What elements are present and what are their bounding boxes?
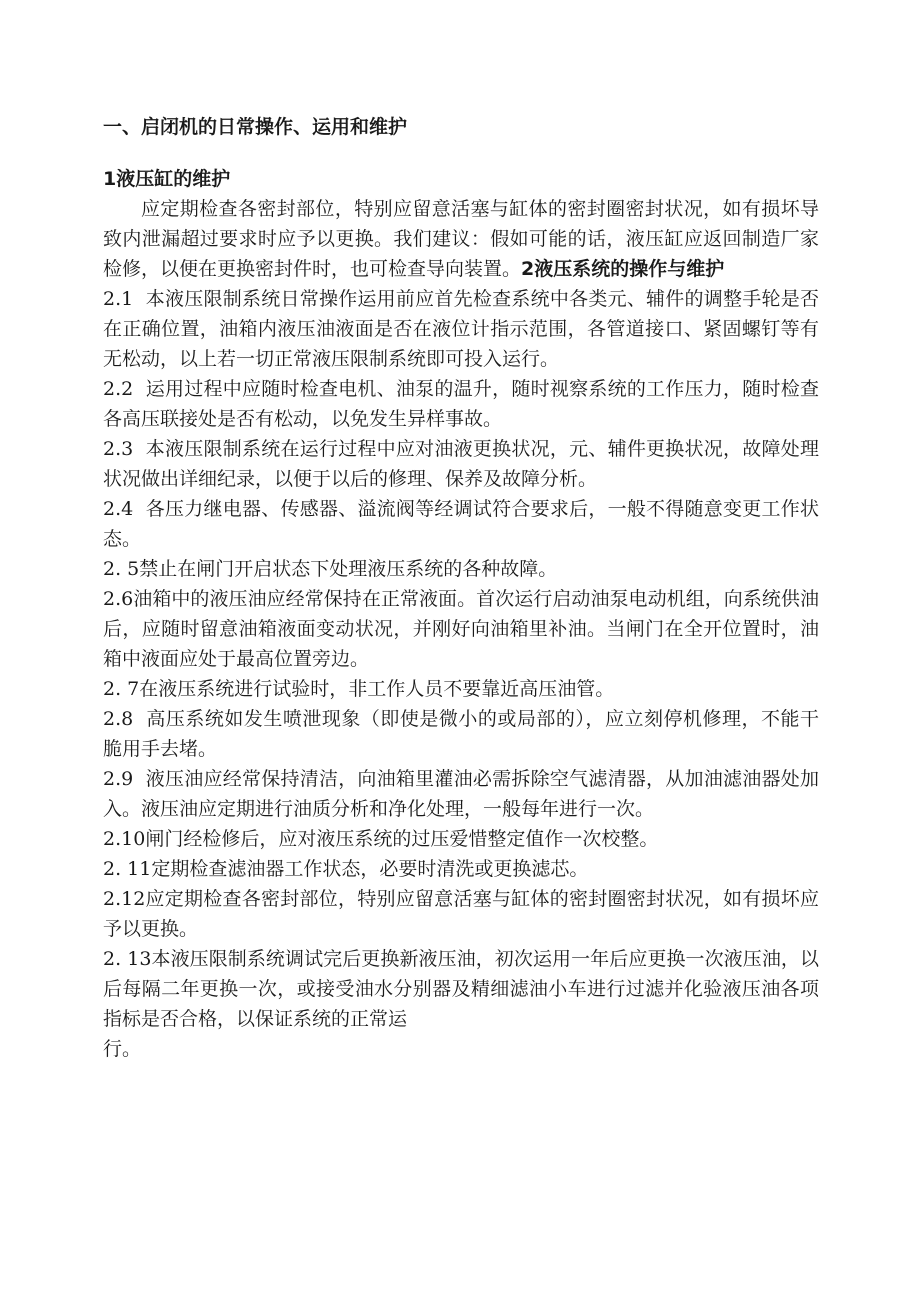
item-number: 2.4 (103, 498, 146, 520)
item-number: 2.9 (103, 768, 146, 790)
list-item (103, 944, 819, 1034)
item-number: 2.10 (103, 828, 146, 850)
list-item (103, 284, 819, 374)
item-number: 2.1 (103, 288, 146, 310)
list-item (103, 434, 819, 494)
list-item (103, 824, 819, 854)
list-item (103, 374, 819, 434)
list-item (103, 1034, 819, 1064)
list-item (103, 494, 819, 554)
item-number: 2.12 (103, 888, 146, 910)
item-number: 2.8 (103, 708, 147, 730)
subsection-title-2: 2液压系统的操作与维护 (521, 258, 725, 280)
item-text: 在液压系统进行试验时，非工作人员不要靠近高压油管。 (139, 678, 615, 700)
section-title: 一、启闭机的日常操作、运用和维护 (103, 116, 408, 138)
document-content (103, 112, 819, 1064)
item-text: 禁止在闸门开启状态下处理液压系统的各种故障。 (139, 558, 558, 580)
item-number: 2.3 (103, 438, 146, 460)
list-item (103, 674, 819, 704)
item-text: 行。 (103, 1038, 142, 1060)
item-text: 液压油应经常保持清洁，向油箱里灌油必需拆除空气滤清器，从加油滤油器处加入。液压油应定期进行油质分析和净化处理，一般每年进行一次。 (103, 768, 819, 820)
item-number: 2. 13 (103, 948, 152, 970)
item-number: 2.6 (103, 588, 134, 610)
item-number: 2. 5 (103, 558, 140, 580)
item-text: 油箱中的液压油应经常保持在正常液面。首次运行启动油泵电动机组，向系统供油后，应随时留意油箱液面变动状况，并刚好向油箱里补油。当闸门在全开位置时，油箱中液面应处于最高位置旁边。 (103, 588, 819, 670)
item-text: 本液压限制系统在运行过程中应对油液更换状况，元、辅件更换状况，故障处理状况做出详细纪录，以便于以后的修理、保养及故障分析。 (103, 438, 819, 490)
list-item (103, 554, 819, 584)
item-text: 运用过程中应随时检查电机、油泵的温升，随时视察系统的工作压力，随时检查各高压联接处是否有松动，以免发生异样事故。 (103, 378, 819, 430)
item-text: 各压力继电器、传感器、溢流阀等经调试符合要求后，一般不得随意变更工作状态。 (103, 498, 819, 550)
subsection-1-text: 应定期检查各密封部位，特别应留意活塞与缸体的密封圈密封状况，如有损坏导致内泄漏超过要求时应予以更换。我们建议：假如可能的话，液压缸应返回制造厂家检修，以便在更换密封件时，也可检查导向装置。 (103, 198, 819, 280)
list-item (103, 884, 819, 944)
item-text: 本液压限制系统调试完后更换新液压油，初次运用一年后应更换一次液压油，以后每隔二年更换一次，或接受油水分别器及精细滤油小车进行过滤并化验液压油各项指标是否合格，以保证系统的正常运 (103, 948, 819, 1030)
list-item (103, 854, 819, 884)
item-text: 高压系统如发生喷泄现象（即使是微小的或局部的），应立刻停机修理，不能干脆用手去堵。 (103, 708, 819, 760)
item-number: 2. 7 (103, 678, 140, 700)
item-list (103, 284, 819, 1064)
list-item (103, 764, 819, 824)
list-item (103, 704, 819, 764)
subsection-title-1: 1液压缸的维护 (103, 168, 231, 190)
item-text: 本液压限制系统日常操作运用前应首先检查系统中各类元、辅件的调整手轮是否在正确位置，油箱内液压油液面是否在液位计指示范围，各管道接口、紧固螺钉等有无松动，以上若一切正常液压限制系统即可投入运行。 (103, 288, 819, 370)
subsection-1-body (103, 194, 819, 284)
item-text: 定期检查滤油器工作状态，必要时清洗或更换滤芯。 (151, 858, 589, 880)
item-number: 2. 11 (103, 858, 152, 880)
item-text: 应定期检查各密封部位，特别应留意活塞与缸体的密封圈密封状况，如有损坏应予以更换。 (103, 888, 819, 940)
list-item (103, 584, 819, 674)
item-text: 闸门经检修后，应对液压系统的过压爱惜整定值作一次校整。 (145, 828, 659, 850)
item-number: 2.2 (103, 378, 146, 400)
